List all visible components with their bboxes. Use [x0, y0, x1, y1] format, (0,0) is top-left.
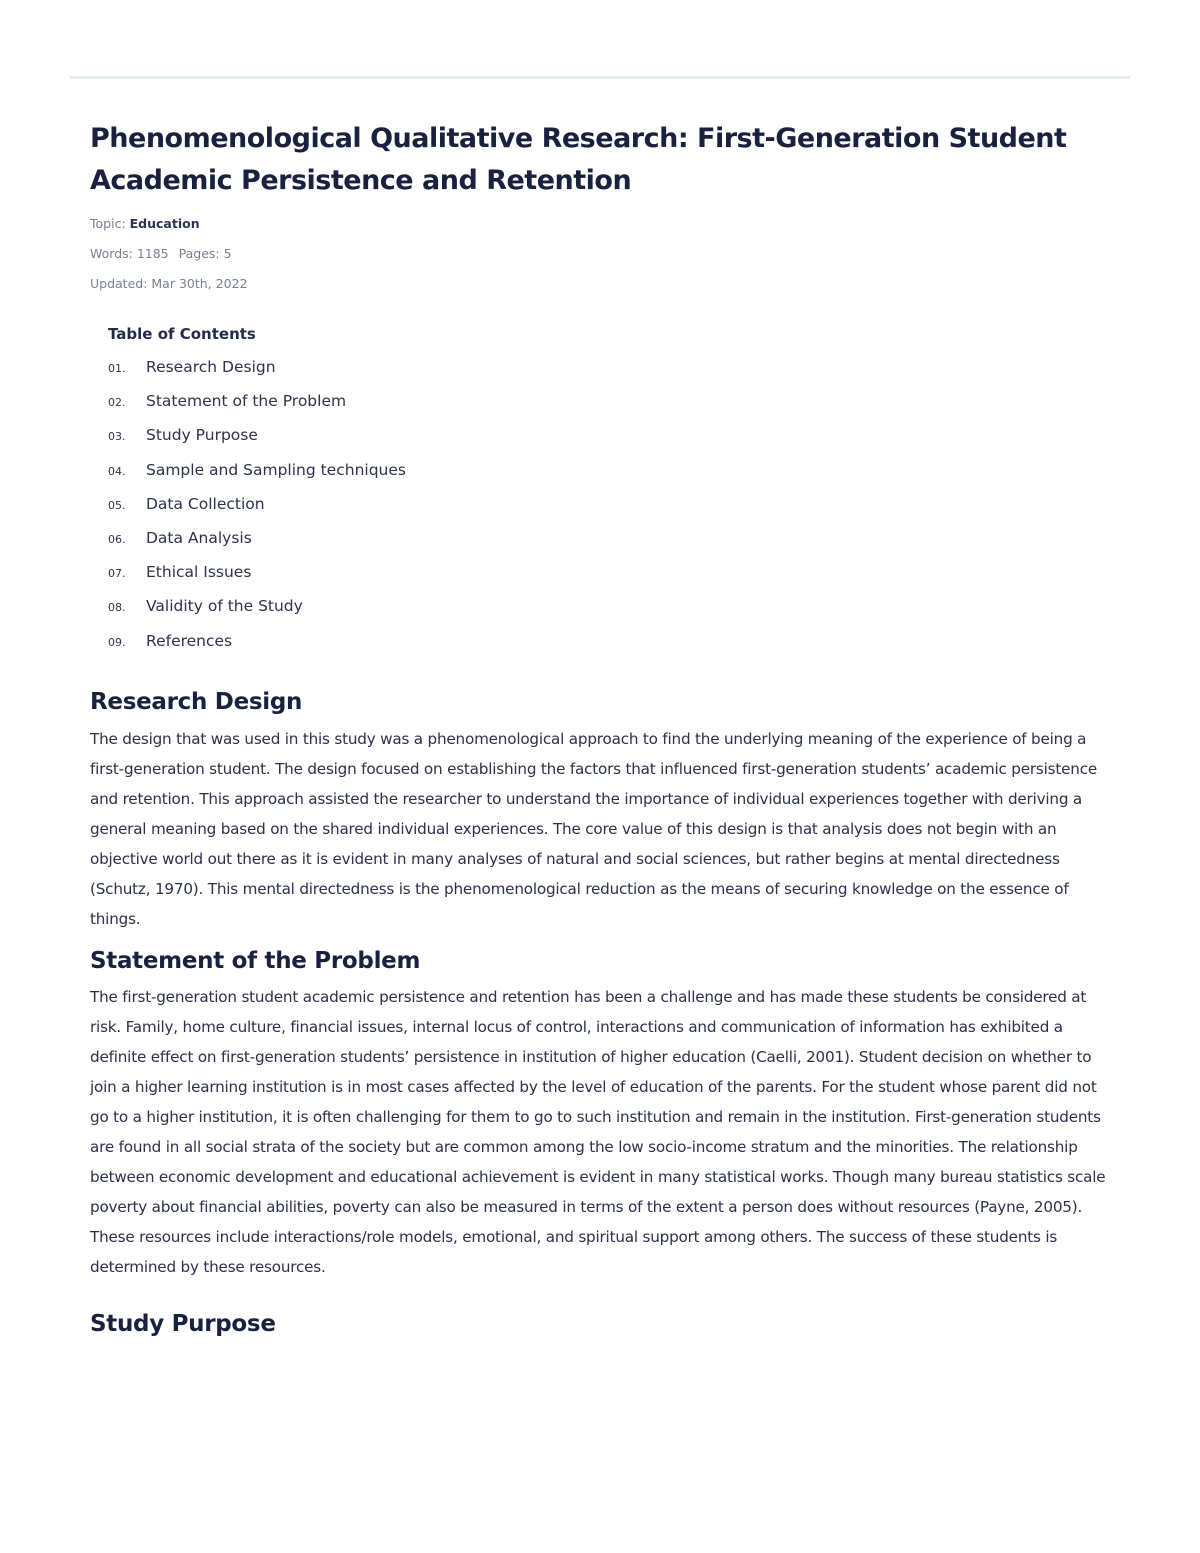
toc-item-number: 05. [108, 498, 126, 512]
updated-date: Updated: Mar 30th, 2022 [90, 276, 248, 291]
toc-item-sample-and-sampling[interactable] [108, 453, 1110, 487]
top-divider [70, 76, 1130, 79]
section-research-design [90, 687, 1110, 934]
section-heading: Research Design [90, 688, 303, 715]
toc-item-number: 02. [108, 396, 126, 410]
toc-item-number: 01. [108, 362, 126, 375]
toc-item-statement-of-the-problem[interactable] [108, 384, 1110, 418]
toc-item-validity[interactable] [108, 589, 1110, 623]
word-count: Words: 1185 [90, 246, 169, 261]
toc-item-label[interactable]: Data Analysis [146, 528, 252, 547]
length-meta [90, 246, 1110, 262]
section-statement-of-the-problem [90, 946, 1110, 1282]
toc-list [108, 350, 1110, 658]
section-heading: Statement of the Problem [90, 947, 421, 974]
toc-item-number: 06. [108, 532, 126, 546]
toc-item-data-collection[interactable] [108, 487, 1110, 521]
topic-meta [90, 216, 1110, 232]
toc-item-label[interactable]: Study Purpose [146, 426, 258, 445]
toc-item-label[interactable]: Research Design [146, 358, 276, 376]
toc-item-number: 03. [108, 430, 126, 444]
toc-item-label[interactable]: References [146, 631, 233, 650]
page-title: Phenomenological Qualitative Research: First-Generation Student Academic Persistence and Retention [90, 123, 1067, 196]
toc-item-number: 09. [108, 635, 126, 649]
toc-item-research-design[interactable] [108, 350, 1110, 384]
toc-item-number: 04. [108, 464, 126, 478]
section-body: The first-generation student academic persistence and retention has been a challenge and has made these students be considered at risk. Family, home culture, financial issues, internal locus of control, interactions and communication of information has exhibited a definite effect on first-generation students’ persistence in institution of higher education (Caelli, 2001). Student decision on whether to join a higher learning institution is in most cases affected by the level of education of the parents. For the student whose parent did not go to a higher institution, it is often challenging for them to go to such institution and remain in the institution. First-generation students are found in all social strata of the society but are common among the low socio-income stratum and the minorities. The relationship between economic development and educational achievement is evident in many statistical works. Though many bureau statistics scale poverty about financial abilities, poverty can also be measured in terms of the extent a person does without resources (Payne, 2005). These resources include interactions/role models, emotional, and spiritual support among others. The success of these students is determined by these resources. [90, 987, 1106, 1276]
section-heading: Study Purpose [90, 1310, 276, 1337]
toc-item-number: 08. [108, 601, 126, 615]
article-content [90, 118, 1110, 1339]
toc-item-ethical-issues[interactable] [108, 555, 1110, 589]
topic-label: Topic: [90, 216, 126, 231]
toc-item-references[interactable] [108, 624, 1110, 658]
page-count: Pages: 5 [178, 246, 232, 261]
toc-item-label[interactable]: Sample and Sampling techniques [146, 460, 406, 479]
section-body: The design that was used in this study was a phenomenological approach to find the underlying meaning of the experience of being a first-generation student. The design focused on establishing the factors that influenced first-generation students’ academic persistence and retention. This approach assisted the researcher to understand the importance of individual experiences together with deriving a general meaning based on the shared individual experiences. The core value of this design is that analysis does not begin with an objective world out there as it is evident in many analyses of natural and social sciences, but rather begins at mental directedness (Schutz, 1970). This mental directedness is the phenomenological reduction as the means of securing knowledge on the essence of things. [90, 729, 1097, 928]
toc-item-data-analysis[interactable] [108, 521, 1110, 555]
toc-title: Table of Contents [108, 325, 256, 343]
topic-value: Education [129, 216, 200, 231]
table-of-contents [90, 324, 1110, 658]
section-study-purpose [90, 1309, 1110, 1339]
toc-item-number: 07. [108, 567, 126, 581]
toc-item-label[interactable]: Data Collection [146, 494, 265, 513]
toc-item-label[interactable]: Statement of the Problem [146, 392, 347, 411]
toc-item-label[interactable]: Ethical Issues [146, 563, 252, 582]
toc-item-label[interactable]: Validity of the Study [146, 597, 303, 616]
toc-item-study-purpose[interactable] [108, 418, 1110, 452]
